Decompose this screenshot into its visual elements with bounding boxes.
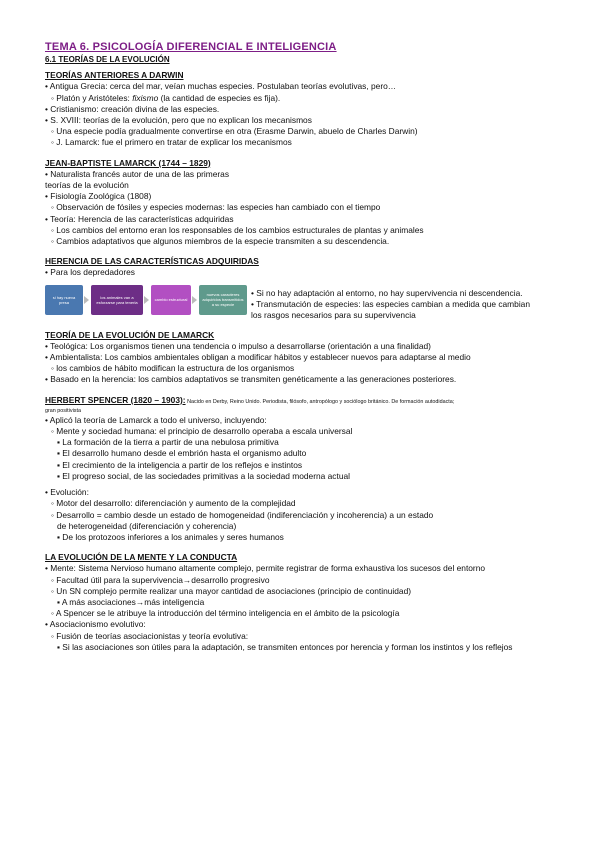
list-item: ▪ Si las asociaciones son útiles para la adaptación, se transmiten entonces por herencia y forman los instintos y los reflejos xyxy=(57,641,513,652)
list-item: • Basado en la herencia: los cambios adaptativos se transmiten genéticamente a las generaciones posteriores. xyxy=(45,374,457,385)
list-item: ◦ Mente y sociedad humana: el principio de desarrollo operaba a escala universal xyxy=(51,426,353,437)
herencia-heading: HERENCIA DE LAS CARACTERÍSTICAS ADQUIRIDAS xyxy=(45,256,259,267)
flow-box: si hay nueva presa xyxy=(45,285,83,315)
mente-heading: LA EVOLUCIÓN DE LA MENTE Y LA CONDUCTA xyxy=(45,552,238,563)
list-item: • Teoría: Herencia de las características adquiridas xyxy=(45,213,234,224)
list-item: • Aplicó la teoría de Lamarck a todo el universo, incluyendo: xyxy=(45,414,267,425)
spencer-heading-line xyxy=(45,395,570,408)
list-item: ▪ El desarrollo humano desde el embrión hasta el organismo adulto xyxy=(57,448,307,459)
list-item: ◦ Motor del desarrollo: diferenciación y aumento de la complejidad xyxy=(51,498,296,509)
arrow-icon xyxy=(192,296,197,304)
list-item: de heterogeneidad (diferenciación y coherencia) xyxy=(57,520,237,531)
list-item: ◦ Platón y Aristóteles: fixismo (la cantidad de especies es fija). xyxy=(51,92,281,103)
arrow-icon xyxy=(84,296,89,304)
list-item: • Si no hay adaptación al entorno, no hay supervivencia ni descendencia. xyxy=(251,287,523,298)
list-item: ▪ El progreso social, de las sociedades primitivas a la sociedad moderna actual xyxy=(57,470,350,481)
subsection-heading: TEORÍAS ANTERIORES A DARWIN xyxy=(45,70,184,81)
arrow-icon xyxy=(144,296,149,304)
list-item: • Cristianismo: creación divina de las especies. xyxy=(45,103,220,114)
list-item: • Evolución: xyxy=(45,487,89,498)
teoria-heading: TEORÍA DE LA EVOLUCIÓN DE LAMARCK xyxy=(45,329,215,340)
list-item: ▪ La formación de la tierra a partir de una nebulosa primitiva xyxy=(57,437,279,448)
section-heading: 6.1 TEORÍAS DE LA EVOLUCIÓN xyxy=(45,55,170,64)
list-item: • S. XVIII: teorías de la evolución, pero que no explican los mecanismos xyxy=(45,115,312,126)
list-item: ◦ A Spencer se le atribuye la introducción del término inteligencia en el ámbito de la psicología xyxy=(51,608,400,619)
list-item: ◦ Una especie podía gradualmente convertirse en otra (Erasme Darwin, abuelo de Charles Darwin) xyxy=(51,126,418,137)
list-item: • Ambientalista: Los cambios ambientales obligan a modificar hábitos y establecer nuevos para adaptarse al medio xyxy=(45,352,471,363)
list-item: • Naturalista francés autor de una de las primeras xyxy=(45,168,230,179)
list-item: • Fisiología Zoológica (1808) xyxy=(45,191,152,202)
list-item: • Antigua Grecia: cerca del mar, veían muchas especies. Postulaban teorías evolutivas, pero… xyxy=(45,81,397,92)
spencer-bio: Nacido en Derby, Reino Unido. Periodista, filósofo, antropólogo y sociólogo británico. De formación autodidacta; xyxy=(185,398,455,405)
document-title: TEMA 6. PSICOLOGÍA DIFERENCIAL E INTELIGENCIA xyxy=(45,41,337,53)
list-item: • Transmutación de especies: las especies cambian a medida que cambian xyxy=(251,298,530,309)
spencer-bio-cont: gran positivista xyxy=(45,407,81,414)
list-item: ◦ Facultad útil para la supervivencia→desarrollo progresivo xyxy=(51,574,270,585)
list-item: • Mente: Sistema Nervioso humano altamente complejo, permite registrar de forma exhaustiva los sucesos del entorno xyxy=(45,563,486,574)
list-item: ◦ Observación de fósiles y especies modernas: las especies han cambiado con el tiempo xyxy=(51,202,381,213)
flow-diagram xyxy=(45,285,570,325)
list-item: ◦ Fusión de teorías asociacionistas y teoría evolutiva: xyxy=(51,630,249,641)
list-item: ◦ Cambios adaptativos que algunos miembros de la especie transmiten a su descendencia. xyxy=(51,236,390,247)
list-item: ▪ El crecimiento de la inteligencia a partir de los reflejos e instintos xyxy=(57,459,303,470)
list-item: • Asociacionismo evolutivo: xyxy=(45,619,146,630)
list-item: • Para los depredadores xyxy=(45,267,135,278)
list-item: ◦ los cambios de hábito modifican la estructura de los organismos xyxy=(51,363,295,374)
list-item: ◦ Un SN complejo permite realizar una mayor cantidad de asociaciones (principio de continuidad) xyxy=(51,585,412,596)
list-item: ▪ A más asociaciones→más inteligencia xyxy=(57,596,205,607)
list-item: ▪ De los protozoos inferiores a los animales y seres humanos xyxy=(57,531,284,542)
flow-box: nuevos caracteres adquiridos transmitidos a su especie xyxy=(199,285,247,315)
spencer-heading: HERBERT SPENCER (1820 – 1903): xyxy=(45,394,186,405)
diagram-notes xyxy=(251,288,571,322)
list-item: los rasgos necesarios para su supervivencia xyxy=(251,310,416,321)
list-item: ◦ J. Lamarck: fue el primero en tratar de explicar los mecanismos xyxy=(51,137,292,148)
flow-box: cambio estructural xyxy=(151,285,191,315)
list-item: ◦ Los cambios del entorno eran los responsables de los cambios estructurales de plantas y animales xyxy=(51,224,424,235)
lamarck-heading: JEAN-BAPTISTE LAMARCK (1744 – 1829) xyxy=(45,157,211,168)
list-item: teorías de la evolución xyxy=(45,180,129,191)
document-page xyxy=(45,40,570,653)
list-item: • Teológica: Los organismos tienen una tendencia o impulso a desarrollarse (orientación a una finalidad) xyxy=(45,340,431,351)
list-item: ◦ Desarrollo = cambio desde un estado de homogeneidad (indiferenciación y incoherencia) a un estado xyxy=(51,509,434,520)
flow-box: los animales van a esforzarse para tenerla xyxy=(91,285,143,315)
